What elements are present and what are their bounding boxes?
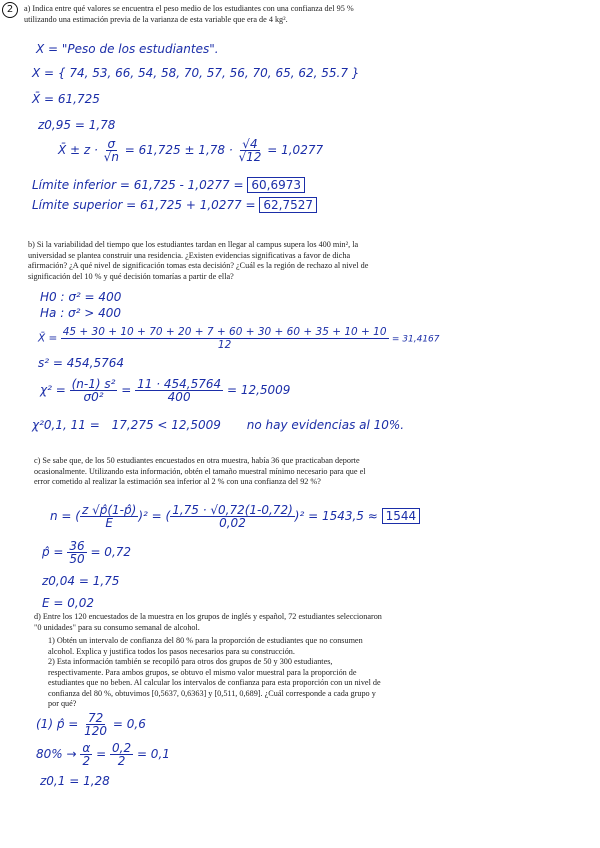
part-d-item-1: 1) Obtén un intervalo de confianza del 80 % para la proporción de estudiantes que no consumen alcohol. Explica y justifica todos los pasos necesarios para su construcción. — [48, 636, 363, 656]
n-fraction-values: $\frac{1,75 \cdot √0,72(1-0,72)}{0,02}$ — [172, 503, 293, 530]
chisq-fraction: $\frac{\text{(n-1) s²}}{\text{σ0²}}$ — [71, 377, 116, 404]
d-phat-lhs: (1) p̂ = — [36, 717, 79, 731]
upper-limit-label: Límite superior = 61,725 + 1,0277 = — [32, 198, 256, 212]
part-d-statement — [34, 612, 382, 633]
d-phat-fraction: $\frac{72}{120}$ — [84, 711, 108, 738]
part-c-label: c) — [34, 456, 41, 465]
part-c-z: z0,04 = 1,75 — [42, 574, 120, 588]
part-a-hw-1: X = "Peso de los estudiantes". — [36, 42, 219, 56]
question-number-badge: 2 — [2, 2, 18, 18]
mean-fraction: $\frac{45 + 30 + 10 + 70 + 20 + 7 + 60 + 30 + 60 + 35 + 10 + 10}{12}$ — [62, 326, 387, 351]
lower-limit-label: Límite inferior = 61,725 - 1,0277 = — [32, 178, 244, 192]
ci-formula-lhs: X̄ ± z · — [58, 143, 98, 157]
phat-fraction: $\frac{36}{50}$ — [69, 539, 85, 566]
critical-value-label: χ²0,1, 11 = — [32, 418, 100, 432]
part-b-text: Si la variabilidad del tiempo que los estudiantes tardan en llegar al campus supera los 400 min², la universidad se plantea construir una residencia. ¿Existen evidencias significativas a favor de dicha afirmación? ¿A qué nivel de significación tomas esta decisión? ¿Cuál es la región de rechazo al nivel de significación del 10 % y qué decisión tomarías a partir de ella? — [28, 240, 369, 281]
part-d-label: d) — [34, 612, 41, 621]
upper-limit-result: 62,7527 — [259, 197, 317, 213]
part-c-text: Se sabe que, de los 50 estudiantes encuestados en otra muestra, había 36 que practicaban deporte ocasionalmente. Utilizando esta información, obtén el tamaño muestral mínimo necesario para que el error cometido al realizar la estimación sea inferior al 2 % con una confianza del 92 %? — [34, 456, 366, 486]
part-b-label: b) — [28, 240, 35, 249]
lower-limit-line — [32, 178, 305, 192]
n-lhs: n = — [50, 509, 72, 523]
alpha-fraction: $\frac{\alpha}{2}$ — [82, 741, 91, 768]
decision-text: no hay evidencias al 10%. — [246, 418, 405, 432]
part-c-e: E = 0,02 — [42, 596, 94, 610]
ci-formula-mid: = 61,725 ± 1,78 · — [124, 143, 233, 157]
n-fraction-symbolic: $\frac{z √p̂(1-p̂)}{E}$ — [81, 503, 137, 530]
d-phat-rhs: = 0,6 — [112, 717, 146, 731]
part-b-statement — [28, 240, 378, 282]
part-b-mean — [38, 326, 440, 351]
n-rhs: ² = 1543,5 ≈ — [299, 509, 378, 523]
part-b-chisq — [40, 378, 290, 403]
ci-formula-rhs: = 1,0277 — [267, 143, 324, 157]
part-d-alpha — [36, 742, 170, 767]
phat-rhs: = 0,72 — [90, 545, 132, 559]
alpha-eq: = — [96, 747, 107, 761]
part-c-statement — [34, 456, 374, 488]
alpha-fraction-values: $\frac{0,2}{2}$ — [112, 741, 132, 768]
lower-limit-result: 60,6973 — [247, 177, 305, 193]
sample-size-result: 1544 — [382, 508, 421, 524]
part-d-phat — [36, 712, 146, 737]
chisq-lhs: χ² = — [40, 383, 66, 397]
mean-rhs: = 31,4167 — [391, 334, 440, 345]
part-b-ha: Ha : σ² > 400 — [40, 306, 122, 320]
part-a-hw-5 — [58, 138, 323, 163]
sigma-over-sqrt-n: $\frac{\sigma}{√n}$ — [103, 137, 119, 164]
chisq-rhs: = 12,5009 — [226, 383, 291, 397]
part-a-hw-4: z0,95 = 1,78 — [38, 118, 116, 132]
upper-limit-line — [32, 198, 317, 212]
part-b-conclusion — [32, 418, 404, 432]
chisq-fraction-values: $\frac{11 \cdot 454,5764}{400}$ — [137, 377, 222, 404]
part-b-variance: s² = 454,5764 — [38, 356, 125, 370]
part-d-text: Entre los 120 encuestados de la muestra en los grupos de inglés y español, 72 estudiantes seleccionaron "0 unidades" para su consumo semanal de alcohol. — [34, 612, 382, 632]
alpha-rhs: = 0,1 — [136, 747, 170, 761]
sqrt4-over-sqrt12: $\frac{√4}{√12}$ — [238, 137, 262, 164]
mean-lhs: X̄ = — [38, 332, 58, 345]
part-a-statement — [24, 4, 384, 25]
part-a-hw-3: X̄ = 61,725 — [32, 92, 100, 106]
alpha-lhs: 80% → — [36, 747, 77, 761]
part-c-phat — [42, 540, 131, 565]
part-c-sample-size: n = ( $\frac{z √p̂(1-p̂)}{E}$ )² = ( $\frac{1,75 \cdot √0,72(1-0,72)}{0,02}$ )² = 1543,5 ≈ 1544 — [50, 504, 420, 529]
part-a-hw-2: X = { 74, 53, 66, 54, 58, 70, 57, 56, 70, 65, 62, 55.7 } — [32, 66, 360, 80]
phat-lhs: p̂ = — [42, 545, 64, 559]
part-b-h0: H0 : σ² = 400 — [40, 290, 122, 304]
part-a-label: a) — [24, 4, 31, 13]
chisq-eq: = — [121, 383, 132, 397]
critical-comparison: 17,275 < 12,5009 — [111, 418, 221, 432]
part-d-item-2: 2) Esta información también se recopiló para otros dos grupos de 50 y 300 estudiantes, respectivamente. Para ambos grupos, se obtuvo el mismo valor muestral para la proporción de estudiantes que no beben. Al calcular los intervalos de confianza para esta proporción con un nivel de confianza del 80 %, obtuvimos [0,5637, 0,6363] y [0,511, 0,689]. ¿Cuál corresponde a cada grupo y por qué? — [48, 657, 381, 708]
part-d-z: z0,1 = 1,28 — [40, 774, 110, 788]
part-a-text: Indica entre qué valores se encuentra el peso medio de los estudiantes con una confianza del 95 % utilizando una estimación previa de la varianza de esta variable que era de 4 kg². — [24, 4, 354, 24]
n-mid: ² = — [143, 509, 162, 523]
